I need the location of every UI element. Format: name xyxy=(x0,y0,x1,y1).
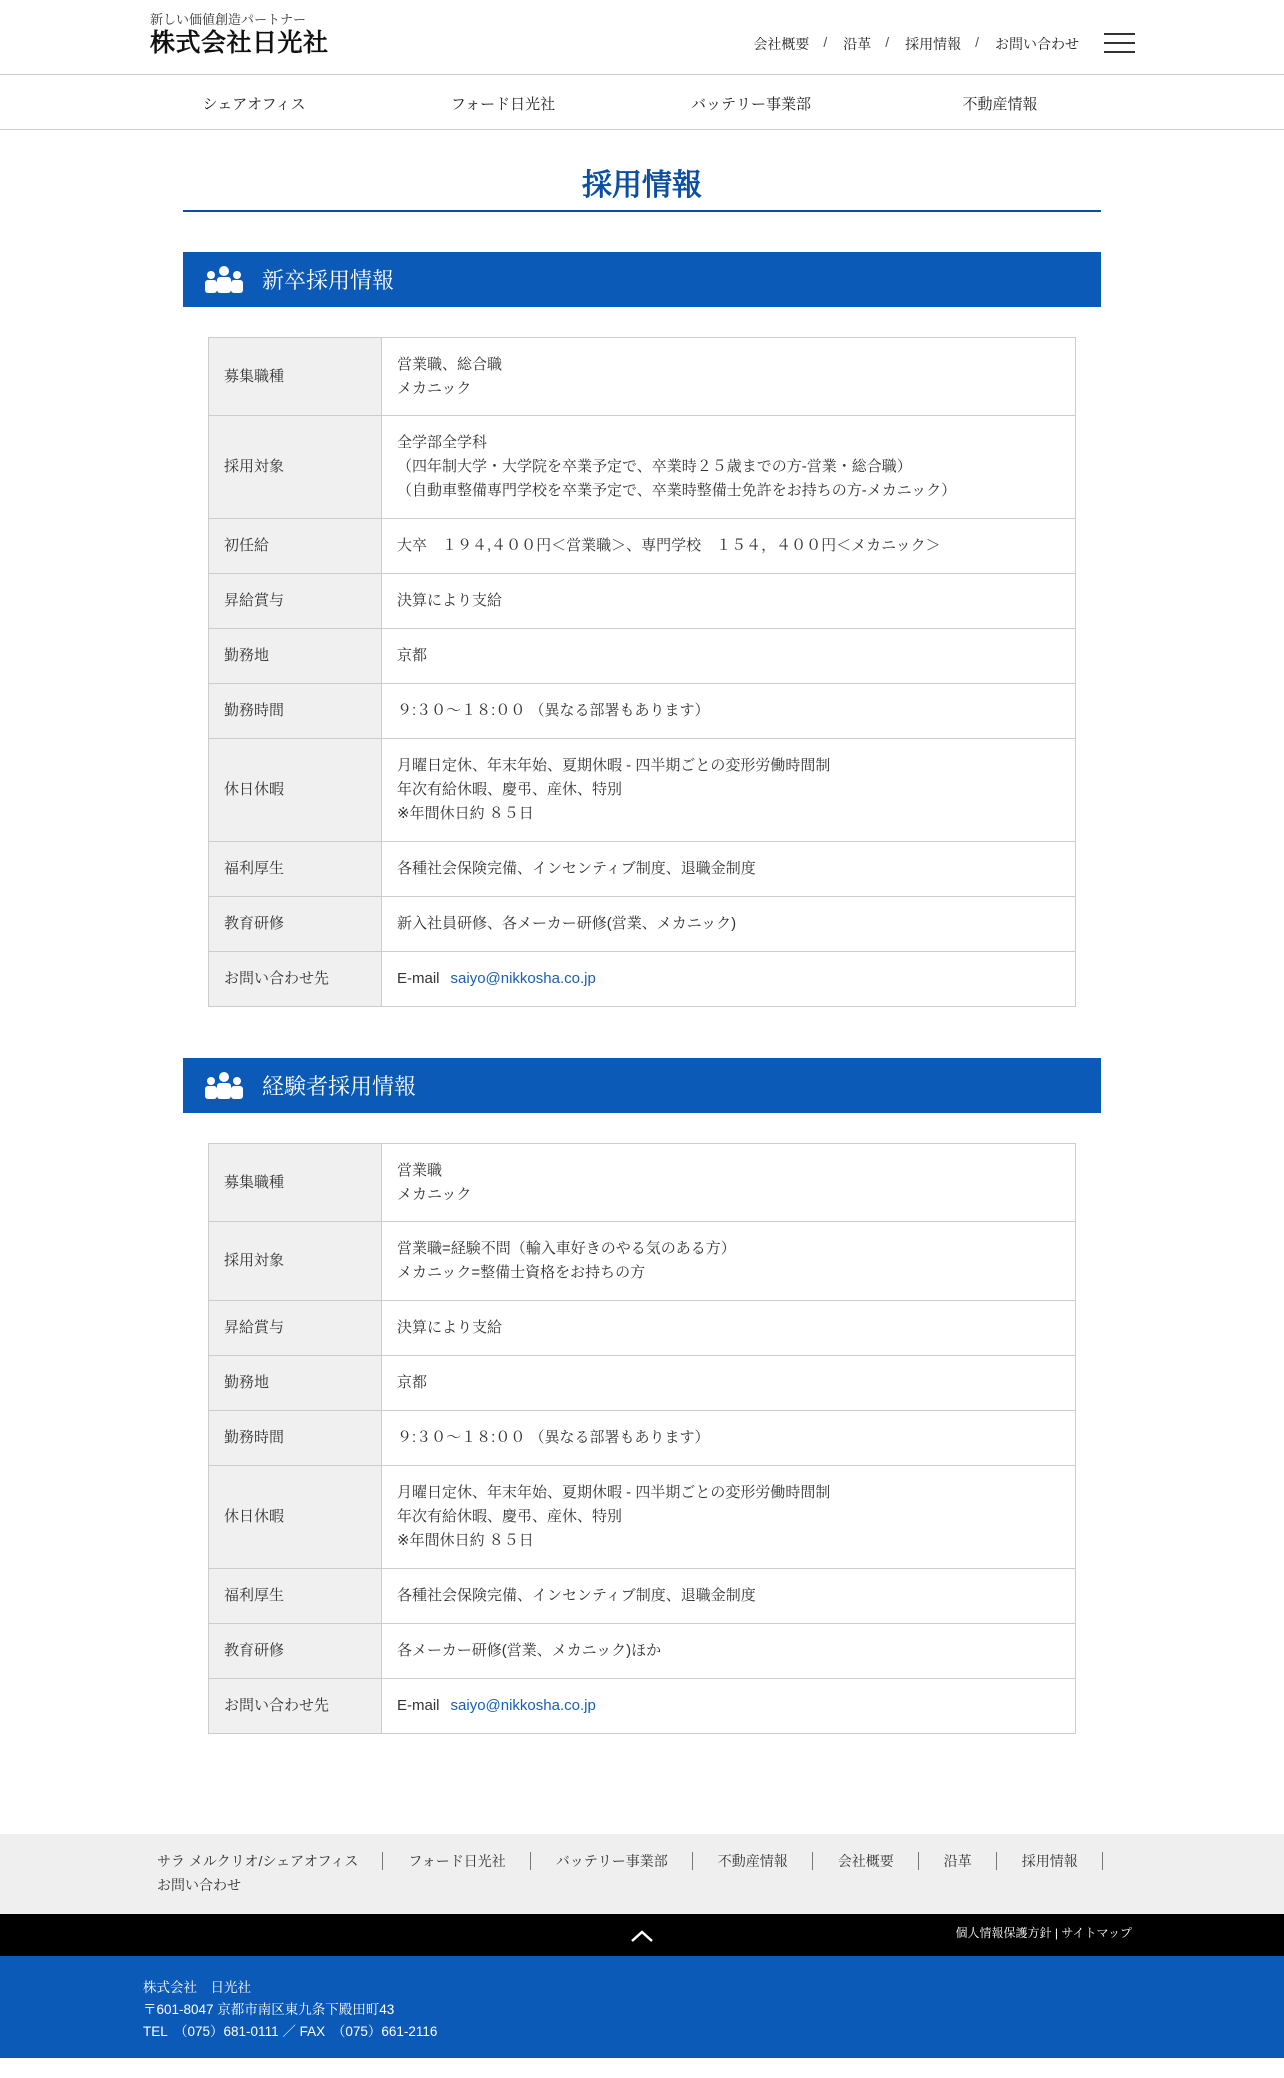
site-header xyxy=(0,0,1284,75)
table-row xyxy=(209,629,1076,684)
value-line: メカニック=整備士資格をお持ちの方 xyxy=(397,1264,646,1281)
value-line: 月曜日定休、年末年始、夏期休暇 - 四半期ごとの変形労働時間制 xyxy=(397,1484,831,1501)
value-line: 営業職 xyxy=(397,1161,443,1179)
row-label: 休日休暇 xyxy=(209,739,382,842)
table-row xyxy=(209,1569,1076,1624)
table-row xyxy=(209,897,1076,952)
sub-nav xyxy=(0,75,1284,130)
row-label: 勤務時間 xyxy=(209,1411,382,1466)
row-label: 勤務時間 xyxy=(209,684,382,739)
value-line: 年次有給休暇、慶弔、産休、特別 xyxy=(397,781,623,798)
value-line: ※年間休日約 ８５日 xyxy=(397,805,534,822)
top-nav xyxy=(753,34,1079,54)
policy-separator: | xyxy=(1051,1926,1062,1940)
value-line: 月曜日定休、年末年始、夏期休暇 - 四半期ごとの変形労働時間制 xyxy=(397,757,831,774)
value-line: メカニック xyxy=(397,379,472,397)
row-label: 教育研修 xyxy=(209,1624,382,1679)
section-title: 新卒採用情報 xyxy=(262,268,395,293)
row-label: お問い合わせ先 xyxy=(209,1679,382,1734)
row-label: 募集職種 xyxy=(209,1144,382,1222)
sitemap-link[interactable]: サイトマップ xyxy=(1061,1926,1132,1940)
footer-link-recruit[interactable]: 採用情報 xyxy=(1022,1852,1103,1870)
row-label: 休日休暇 xyxy=(209,1466,382,1569)
value-line: （自動車整備専門学校を卒業予定で、卒業時整備士免許をお持ちの方-メカニック） xyxy=(397,482,957,499)
row-value xyxy=(382,1624,1076,1679)
row-label: 勤務地 xyxy=(209,629,382,684)
table-row xyxy=(209,1624,1076,1679)
value-line: ※年間休日約 ８５日 xyxy=(397,1532,534,1549)
section-header-bar xyxy=(183,1058,1101,1113)
chevron-up-icon[interactable] xyxy=(630,1927,654,1945)
row-value xyxy=(382,739,1076,842)
row-value xyxy=(382,1679,1076,1734)
value-line: 各メーカー研修(営業、メカニック)ほか xyxy=(397,1642,662,1659)
value-line: 大卒 １９４,４００円＜営業職＞、専門学校 １５４，４００円＜メカニック＞ xyxy=(397,537,941,554)
table-row xyxy=(209,1356,1076,1411)
company-info-footer xyxy=(0,1956,1284,2058)
section-header-bar xyxy=(183,252,1101,307)
value-line: 決算により支給 xyxy=(397,1319,503,1336)
table-row xyxy=(209,952,1076,1007)
value-line: 営業職、総合職 xyxy=(397,355,503,373)
footer-link-contact[interactable]: お問い合わせ xyxy=(157,1877,241,1893)
value-line: 新入社員研修、各メーカー研修(営業、メカニック) xyxy=(397,915,737,932)
section-title: 経験者採用情報 xyxy=(262,1074,417,1099)
footer-link-history[interactable]: 沿革 xyxy=(944,1852,997,1870)
email-prefix: E-mail xyxy=(397,1697,440,1714)
row-label: お問い合わせ先 xyxy=(209,952,382,1007)
value-line: 各種社会保険完備、インセンティブ制度、退職金制度 xyxy=(397,860,756,877)
footer-link-company[interactable]: 会社概要 xyxy=(838,1852,919,1870)
row-value xyxy=(382,1222,1076,1301)
row-value xyxy=(382,1356,1076,1411)
table-row xyxy=(209,1466,1076,1569)
footer-link-real-estate[interactable]: 不動産情報 xyxy=(718,1852,813,1870)
value-line: 決算により支給 xyxy=(397,592,503,609)
row-label: 教育研修 xyxy=(209,897,382,952)
footer-tel-fax: TEL （075）681-0111 ／ FAX （075）661-2116 xyxy=(143,2024,438,2039)
bottom-strip xyxy=(0,2058,1284,2073)
value-line: 各種社会保険完備、インセンティブ制度、退職金制度 xyxy=(397,1587,756,1604)
page-title-wrap xyxy=(183,130,1101,212)
top-nav-separator: / xyxy=(975,34,979,50)
top-nav-separator: / xyxy=(823,34,828,50)
row-value xyxy=(382,1569,1076,1624)
sub-nav-ford-nikkosha[interactable]: フォード日光社 xyxy=(450,96,556,113)
footer-company-name: 株式会社 日光社 xyxy=(143,1980,251,1995)
table-row xyxy=(209,519,1076,574)
value-line: 京都 xyxy=(397,1374,428,1391)
row-value xyxy=(382,897,1076,952)
email-link[interactable]: saiyo@nikkosha.co.jp xyxy=(450,970,596,987)
row-value xyxy=(382,842,1076,897)
privacy-policy-link[interactable]: 個人情報保護方針 xyxy=(955,1926,1052,1940)
table-row xyxy=(209,1411,1076,1466)
people-group-icon xyxy=(202,265,246,295)
recruit-info-table xyxy=(208,1143,1076,1734)
footer-links xyxy=(157,1852,1128,1870)
table-row xyxy=(209,1222,1076,1301)
sub-nav-share-office[interactable]: シェアオフィス xyxy=(202,96,306,113)
value-line: （四年制大学・大学院を卒業予定で、卒業時２５歳までの方-営業・総合職） xyxy=(397,458,912,475)
sub-nav-real-estate[interactable]: 不動産情報 xyxy=(962,96,1038,113)
page-top-bar xyxy=(0,1914,1284,1956)
recruit-info-table xyxy=(208,337,1076,1007)
row-value xyxy=(382,1466,1076,1569)
row-label: 福利厚生 xyxy=(209,1569,382,1624)
row-value xyxy=(382,629,1076,684)
row-value xyxy=(382,338,1076,416)
row-label: 採用対象 xyxy=(209,1222,382,1301)
email-link[interactable]: saiyo@nikkosha.co.jp xyxy=(450,1697,596,1714)
row-value xyxy=(382,684,1076,739)
table-row xyxy=(209,1679,1076,1734)
table-row xyxy=(209,574,1076,629)
row-label: 勤務地 xyxy=(209,1356,382,1411)
row-label: 福利厚生 xyxy=(209,842,382,897)
hamburger-menu-icon[interactable] xyxy=(1104,33,1135,55)
table-row xyxy=(209,416,1076,519)
row-label: 募集職種 xyxy=(209,338,382,416)
top-nav-company-overview[interactable]: 会社概要 xyxy=(753,36,810,52)
table-row xyxy=(209,1301,1076,1356)
value-line: 全学部全学科 xyxy=(397,434,488,451)
logo-company-name: 株式会社日光社 xyxy=(150,29,329,57)
row-value xyxy=(382,574,1076,629)
footer-link-share-office[interactable]: サラ メルクリオ/シェアオフィス xyxy=(157,1852,383,1870)
value-line: メカニック xyxy=(397,1185,472,1203)
row-value xyxy=(382,416,1076,519)
table-row xyxy=(209,684,1076,739)
recruit-sections xyxy=(0,252,1284,1734)
row-value xyxy=(382,1411,1076,1466)
logo[interactable] xyxy=(150,12,329,58)
logo-tagline: 新しい価値創造パートナー xyxy=(150,12,307,27)
table-row xyxy=(209,338,1076,416)
footer-nav xyxy=(0,1834,1284,1914)
table-row xyxy=(209,739,1076,842)
footer-link-ford[interactable]: フォード日光社 xyxy=(408,1852,530,1870)
value-line: 京都 xyxy=(397,647,428,664)
footer-second-row xyxy=(157,1875,241,1895)
row-value xyxy=(382,1144,1076,1222)
top-nav-recruit[interactable]: 採用情報 xyxy=(905,36,962,52)
top-nav-history[interactable]: 沿革 xyxy=(843,36,872,52)
email-prefix: E-mail xyxy=(397,970,440,987)
row-label: 昇給賞与 xyxy=(209,1301,382,1356)
table-row xyxy=(209,842,1076,897)
row-value xyxy=(382,519,1076,574)
row-value xyxy=(382,952,1076,1007)
row-label: 昇給賞与 xyxy=(209,574,382,629)
value-line: ９:３０～１８:００ （異なる部署もあります） xyxy=(397,1429,710,1446)
footer-link-battery[interactable]: バッテリー事業部 xyxy=(556,1852,693,1870)
people-group-icon xyxy=(202,1071,246,1101)
policy-links xyxy=(956,1924,1133,1941)
top-nav-contact[interactable]: お問い合わせ xyxy=(995,36,1079,52)
row-label: 採用対象 xyxy=(209,416,382,519)
row-value xyxy=(382,1301,1076,1356)
row-label: 初任給 xyxy=(209,519,382,574)
table-row xyxy=(209,1144,1076,1222)
footer-address: 〒601-8047 京都市南区東九条下殿田町43 xyxy=(143,2002,395,2017)
top-nav-separator: / xyxy=(885,34,890,50)
page-title: 採用情報 xyxy=(183,166,1101,212)
value-line: ９:３０～１８:００ （異なる部署もあります） xyxy=(397,702,710,719)
value-line: 営業職=経験不問（輸入車好きのやる気のある方） xyxy=(397,1240,736,1257)
sub-nav-battery[interactable]: バッテリー事業部 xyxy=(690,96,812,113)
value-line: 年次有給休暇、慶弔、産休、特別 xyxy=(397,1508,623,1525)
